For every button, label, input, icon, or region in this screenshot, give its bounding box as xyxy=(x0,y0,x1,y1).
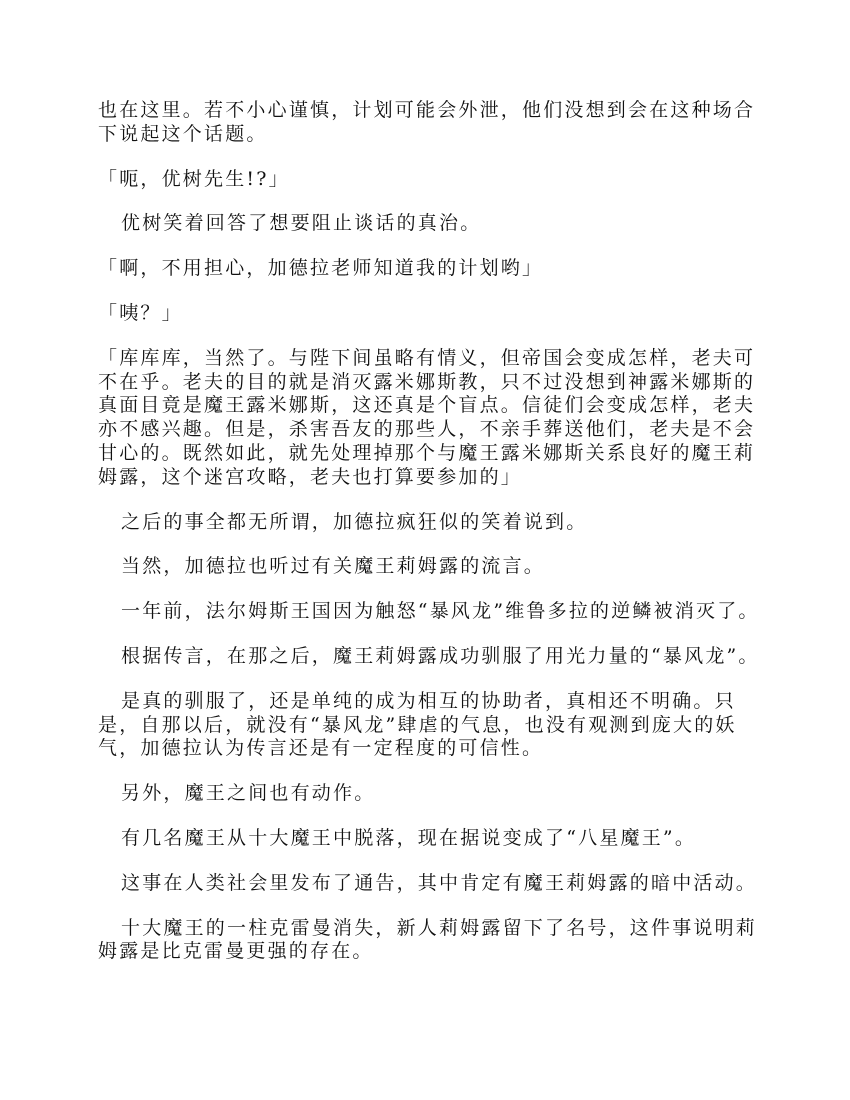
paragraph: 另外，魔王之间也有动作。 xyxy=(121,782,376,805)
paragraph: 这事在人类社会里发布了通告，其中肯定有魔王莉姆露的暗中活动。 xyxy=(121,871,758,894)
paragraph: 之后的事全都无所谓，加德拉疯狂似的笑着说到。 xyxy=(121,510,588,533)
paragraph: 一年前，法尔姆斯王国因为触怒“暴风龙”维鲁多拉的逆鳞被消灭了。 xyxy=(121,600,760,623)
paragraph: 优树笑着回答了想要阻止谈话的真治。 xyxy=(121,212,482,235)
paragraph: 十大魔王的一柱克雷曼消失，新人莉姆露留下了名号，这件事说明莉姆露是比克雷曼更强的存在。 xyxy=(98,916,758,963)
paragraph: 当然，加德拉也听过有关魔王莉姆露的流言。 xyxy=(121,555,546,578)
paragraph: 也在这里。若不小心谨慎，计划可能会外泄，他们没想到会在这种场合下说起这个话题。 xyxy=(98,99,756,145)
paragraph: 有几名魔王从十大魔王中脱落，现在据说变成了“八星魔王”。 xyxy=(121,826,697,849)
paragraph: 「啊，不用担心，加德拉老师知道我的计划哟」 xyxy=(98,257,544,280)
paragraph: 「咦？」 xyxy=(98,301,183,324)
paragraph: 「库库库，当然了。与陛下间虽略有情义，但帝国会变成怎样，老夫可不在乎。老夫的目的就是消灭露米娜斯教，只不过没想到神露米娜斯的真面目竟是魔王露米娜斯，这还真是个盲点。信徒们会变成怎样，老夫亦不感兴趣。但是，杀害吾友的那些人，不亲手葬送他们，老夫是不会甘心的。既然如此，就先处理掉那个与魔王露米娜斯关系良好的魔王莉姆露，这个迷宫攻略，老夫也打算要参加的」 xyxy=(98,346,756,488)
paragraph: 「呃，优树先生!?」 xyxy=(98,167,290,190)
page-content xyxy=(98,99,760,985)
paragraph: 是真的驯服了，还是单纯的成为相互的协助者，真相还不明确。只是，自那以后，就没有“暴风龙”肆虐的气息，也没有观测到庞大的妖气，加德拉认为传言还是有一定程度的可信性。 xyxy=(98,689,737,760)
paragraph: 根据传言，在那之后，魔王莉姆露成功驯服了用光力量的“暴风龙”。 xyxy=(121,644,760,667)
